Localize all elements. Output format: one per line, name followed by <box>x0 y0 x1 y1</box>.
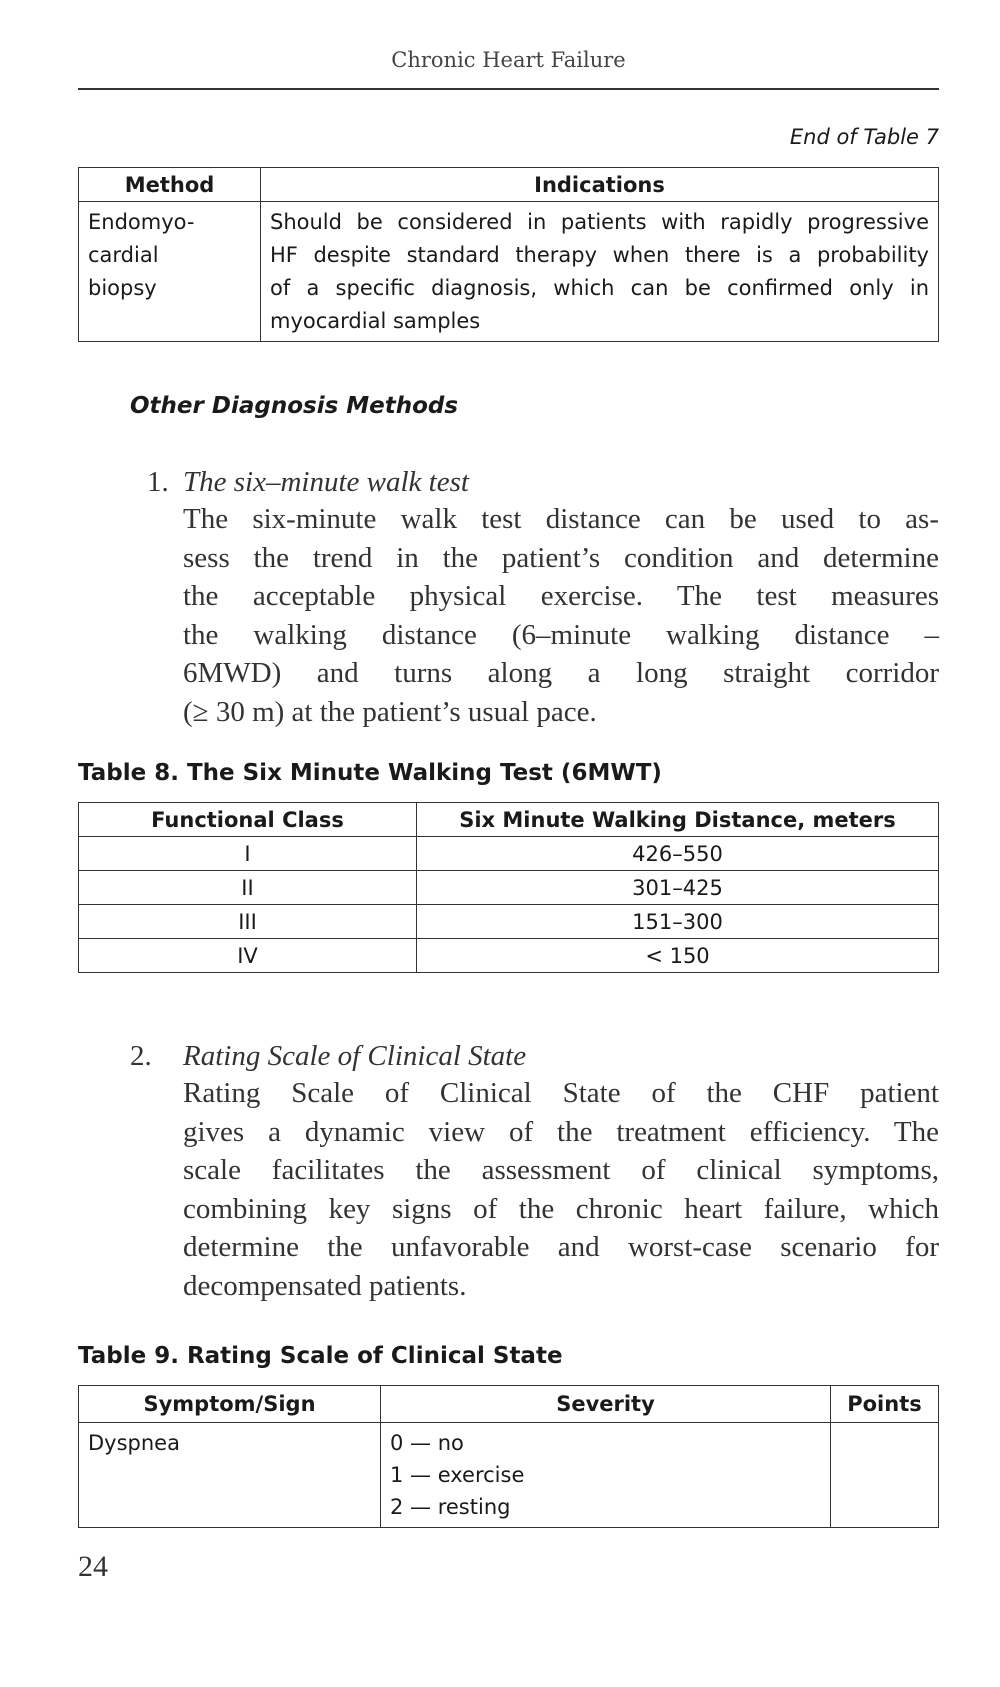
item1-number: 1. <box>147 466 169 498</box>
table9-cell-symptom: Dyspnea <box>79 1423 381 1528</box>
table8-caption: Table 8. The Six Minute Walking Test (6MWT) <box>78 760 662 786</box>
text-line: (≥ 30 m) at the patient’s usual pace. <box>183 695 597 728</box>
table-header-row <box>79 803 939 837</box>
page-number: 24 <box>78 1550 108 1583</box>
table7-header-indications: Indications <box>261 168 939 202</box>
text-line: Rating Scale of Clinical State of the CHF patient <box>183 1077 939 1109</box>
table8-cell-class: II <box>79 871 417 905</box>
table7-cell-indications <box>261 202 939 342</box>
item1-title: The six–minute walk test <box>183 466 469 498</box>
table-row <box>79 1423 939 1528</box>
text-line: decompensated patients. <box>183 1269 467 1302</box>
table-row <box>79 905 939 939</box>
table7-continuation <box>78 167 939 342</box>
table-row <box>79 939 939 973</box>
severity-level: 2 — resting <box>390 1495 511 1519</box>
table8 <box>78 802 939 973</box>
table-header-row <box>79 168 939 202</box>
table9-header-severity: Severity <box>381 1386 831 1423</box>
table8-cell-distance: < 150 <box>417 939 939 973</box>
text-line: scale facilitates the assessment of clinical symptoms, <box>183 1154 939 1186</box>
text-line: combining key signs of the chronic heart failure, which <box>183 1192 939 1225</box>
text-line: myocardial samples <box>270 309 481 333</box>
table8-cell-class: IV <box>79 939 417 973</box>
text-line: biopsy <box>88 276 157 300</box>
table8-cell-distance: 301–425 <box>417 871 939 905</box>
table7-end-note: End of Table 7 <box>789 125 939 149</box>
table8-cell-class: III <box>79 905 417 939</box>
text-line: the walking distance (6–minute walking distance – <box>183 618 939 651</box>
text-line: determine the unfavorable and worst-case scenario for <box>183 1231 939 1263</box>
text-line: HF despite standard therapy when there is a probability <box>270 243 929 267</box>
table8-header-distance: Six Minute Walking Distance, meters <box>417 803 939 837</box>
item2-paragraph <box>183 1074 939 1305</box>
table9-header-points: Points <box>831 1386 939 1423</box>
item1-paragraph <box>183 500 939 731</box>
severity-level: 1 — exercise <box>390 1463 525 1487</box>
table9-cell-severity <box>381 1423 831 1528</box>
table-row <box>79 871 939 905</box>
text-line: 6MWD) and turns along a long straight corridor <box>183 657 939 689</box>
text-line: The six-minute walk test distance can be used to as- <box>183 503 939 535</box>
table9-cell-points <box>831 1423 939 1528</box>
table-row <box>79 837 939 871</box>
header-rule <box>78 88 939 90</box>
table-row <box>79 202 939 342</box>
severity-level: 0 — no <box>390 1431 464 1455</box>
table7-cell-method <box>79 202 261 342</box>
table9-caption: Table 9. Rating Scale of Clinical State <box>78 1343 563 1369</box>
table7-header-method: Method <box>79 168 261 202</box>
table8-header-class: Functional Class <box>79 803 417 837</box>
table-header-row <box>79 1386 939 1423</box>
text-line: Endomyo- <box>88 210 195 234</box>
text-line: Should be considered in patients with rapidly progressive <box>270 210 929 234</box>
table9-header-symptom: Symptom/Sign <box>79 1386 381 1423</box>
table8-cell-distance: 151–300 <box>417 905 939 939</box>
section-title: Other Diagnosis Methods <box>130 393 459 419</box>
item2-number: 2. <box>130 1040 152 1072</box>
item2-title: Rating Scale of Clinical State <box>183 1040 527 1072</box>
text-line: cardial <box>88 243 159 267</box>
text-line: the acceptable physical exercise. The test measures <box>183 580 939 612</box>
table8-cell-distance: 426–550 <box>417 837 939 871</box>
running-head: Chronic Heart Failure <box>391 48 626 72</box>
text-line: gives a dynamic view of the treatment efficiency. The <box>183 1115 939 1148</box>
text-line: sess the trend in the patient’s condition and determine <box>183 541 939 574</box>
text-line: of a specific diagnosis, which can be confirmed only in <box>270 276 929 300</box>
table9 <box>78 1385 939 1528</box>
table8-cell-class: I <box>79 837 417 871</box>
